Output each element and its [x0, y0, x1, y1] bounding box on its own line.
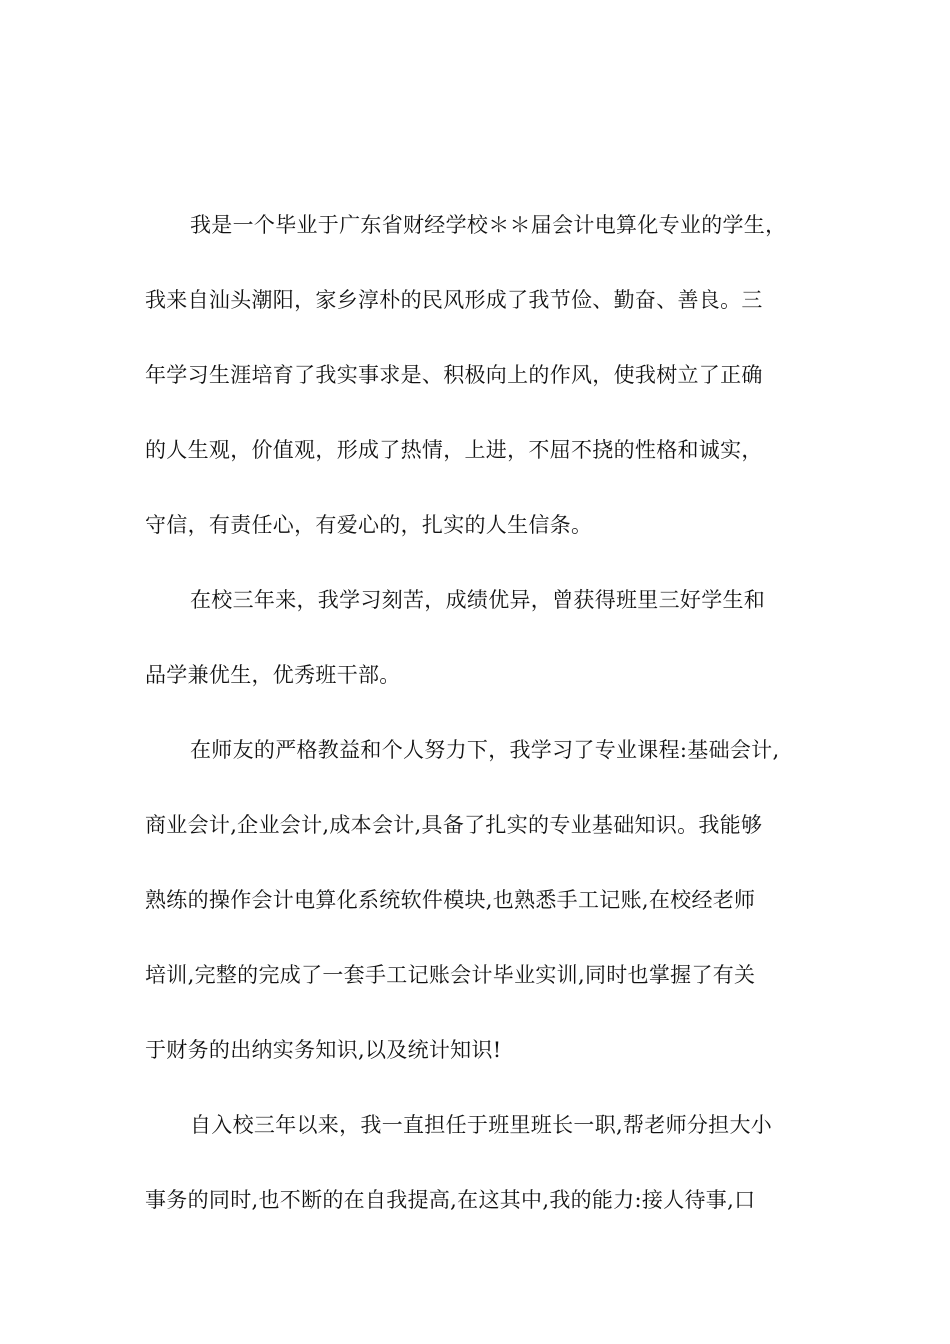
paragraph-2-line-1: 在校三年来，我学习刻苦，成绩优异，曾获得班里三好学生和	[190, 588, 766, 612]
paragraph-3-line-2: 商业会计,企业会计,成本会计,具备了扎实的专业基础知识。我能够	[145, 813, 763, 837]
paragraph-2-line-2: 品学兼优生，优秀班干部。	[145, 663, 401, 687]
paragraph-1-line-5: 守信，有责任心，有爱心的，扎实的人生信条。	[145, 513, 593, 537]
paragraph-1-line-2: 我来自汕头潮阳，家乡淳朴的民风形成了我节俭、勤奋、善良。三	[145, 288, 763, 312]
paragraph-3-line-1: 在师友的严格教益和个人努力下，我学习了专业课程:基础会计,	[190, 738, 780, 762]
paragraph-4-line-1: 自入校三年以来，我一直担任于班里班长一职,帮老师分担大小	[190, 1113, 773, 1137]
paragraph-3-line-3: 熟练的操作会计电算化系统软件模块,也熟悉手工记账,在校经老师	[145, 888, 756, 912]
paragraph-1-line-4: 的人生观，价值观，形成了热情，上进，不屈不挠的性格和诚实，	[145, 438, 763, 462]
paragraph-1-line-3: 年学习生涯培育了我实事求是、积极向上的作风，使我树立了正确	[145, 363, 763, 387]
paragraph-3-line-4: 培训,完整的完成了一套手工记账会计毕业实训,同时也掌握了有关	[145, 963, 756, 987]
paragraph-3-line-5: 于财务的出纳实务知识,以及统计知识!	[145, 1038, 502, 1062]
paragraph-1-line-1: 我是一个毕业于广东省财经学校＊＊届会计电算化专业的学生，	[190, 213, 787, 237]
paragraph-4-line-2: 事务的同时,也不断的在自我提高,在这其中,我的能力:接人待事,口	[145, 1188, 756, 1212]
